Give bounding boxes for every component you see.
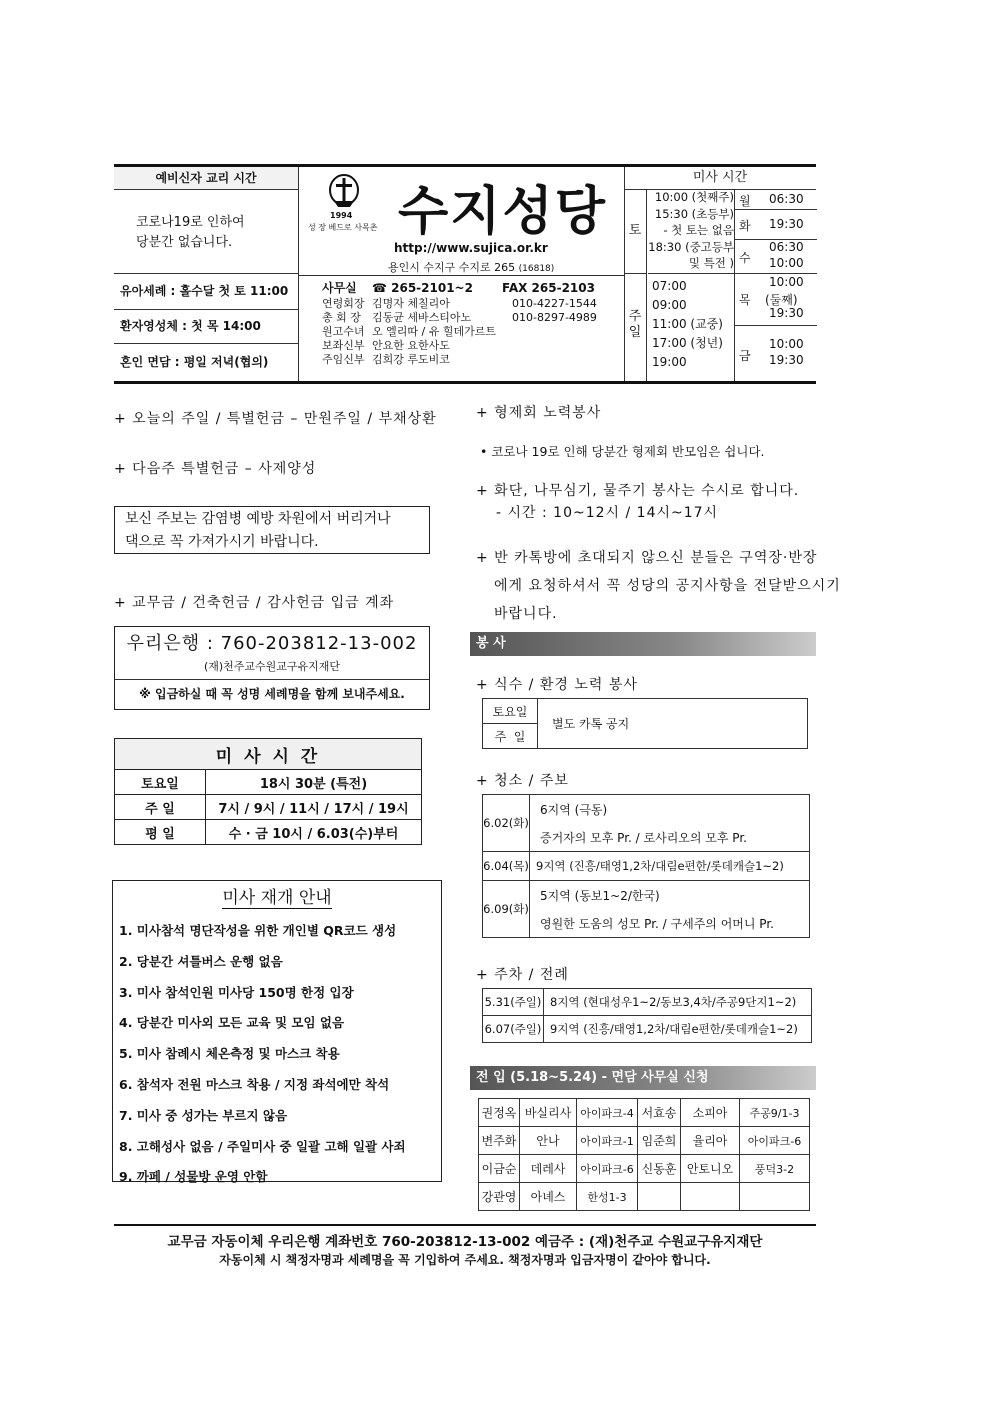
resume-item: 9. 까페 / 성물방 운영 안함: [119, 1169, 268, 1185]
weekday-time: 06:30: [769, 240, 804, 254]
contact-role: 사무실: [322, 281, 357, 295]
header-mass-times: [624, 167, 816, 381]
contact-name: 오 엘리따 / 유 힐데가르트: [372, 325, 496, 338]
footer-line-1: 교무금 자동이체 우리은행 계좌번호 760-203812-13-002 예금주 : (재)천주교 수원교구유지재단: [167, 1234, 763, 1250]
contact-row: [322, 339, 597, 353]
contact-row: [322, 297, 597, 311]
mass-resume-box: [112, 880, 442, 1185]
weekday-day: 월: [739, 194, 751, 208]
clean-title: + 청소 / 주보: [476, 773, 569, 789]
contact-phone: 010-8297-4989: [512, 311, 597, 324]
sat-time: 18:30 (중고등부: [648, 239, 734, 254]
infant-baptism: 유아세례 : 홀수달 첫 토 11:00: [114, 273, 298, 310]
clean-date: 6.04(목): [483, 852, 530, 881]
clean-date: 6.09(화): [483, 881, 530, 938]
transfer-cell: 풍덕3-2: [740, 1155, 810, 1183]
bank-box: [114, 626, 430, 710]
next-offering: + 다음주 특별헌금 – 사제양성: [114, 461, 317, 477]
weekday-day: 수: [739, 251, 751, 265]
sun-time: 09:00: [652, 298, 687, 312]
weekday-time: 06:30: [769, 192, 804, 206]
catechumen-note-line: 코로나19로 인하여: [136, 215, 245, 230]
sat-time: - 첫 토는 없음: [663, 223, 734, 237]
bank-owner: (재)천주교수원교구유지재단: [203, 660, 341, 673]
contact-row: [322, 311, 597, 325]
resume-item: 5. 미사 참례시 체온측정 및 마스크 착용: [119, 1046, 340, 1062]
kakao-note-line: 에게 요청하셔서 꼭 성당의 공지사항을 전달받으시기: [494, 578, 841, 594]
logo-year: 1994: [330, 211, 353, 220]
brothers-title: + 형제회 노력봉사: [476, 405, 602, 421]
clean-line: 5지역 (동보1~2/한국): [530, 881, 810, 910]
meal-table: [482, 698, 808, 749]
contact-row: [322, 325, 597, 339]
mass-table-time: 18시 30분 (특전): [206, 770, 422, 795]
sick-communion: 환자영성체 : 첫 목 14:00: [114, 309, 298, 344]
header-left-panel: [114, 167, 299, 381]
brothers-note: • 코로나 19로 인해 당분간 형제회 반모임은 쉽니다.: [480, 444, 765, 459]
mass-table-day: 주 일: [115, 795, 206, 820]
mass-table-day: 토요일: [115, 770, 206, 795]
contact-role: 연령회장: [322, 297, 365, 310]
sun-time: 07:00: [652, 279, 687, 293]
kakao-note-line: + 반 카톡방에 초대되지 않으신 분들은 구역장·반장: [476, 550, 818, 566]
weekday-row: [735, 189, 817, 210]
zip-code: (16818): [518, 264, 555, 274]
sun-time: 19:00: [652, 355, 687, 369]
weekday-row: [735, 273, 817, 326]
clean-line: 6지역 (극동): [530, 795, 810, 824]
transfer-table: [478, 1098, 810, 1211]
contact-row: [322, 281, 597, 295]
today-offering: + 오늘의 주일 / 특별헌금 – 만원주일 / 부채상환: [114, 411, 437, 427]
catechumen-title: 예비신자 교리 시간: [114, 167, 298, 190]
sat-times: [648, 189, 734, 274]
transfer-cell: 데레사: [520, 1155, 577, 1183]
contact-name: 김희강 루도비코: [372, 353, 450, 366]
parish-url[interactable]: http://www.sujica.or.kr: [394, 241, 548, 255]
address-text: 용인시 수지구 수지로 265: [388, 261, 516, 274]
weekday-times: [734, 189, 817, 381]
catechumen-note: [114, 189, 298, 274]
contact-role: 원고수녀: [322, 325, 365, 338]
footer-divider: [114, 1224, 816, 1226]
resume-item: 7. 미사 중 성가는 부르지 않음: [119, 1107, 288, 1123]
parking-date: 6.07(주일): [483, 1016, 544, 1043]
transfer-cell: 소피아: [681, 1099, 740, 1127]
transfer-cell: 안토니오: [681, 1155, 740, 1183]
weekday-time: (둘째): [765, 293, 798, 307]
sat-time: 및 특전 ): [688, 256, 734, 270]
footer-line-2: 자동이체 시 책정자명과 세례명을 꼭 기입하여 주세요. 책정자명과 입금자명이 같아야 합니다.: [219, 1253, 711, 1267]
weekday-time: 19:30: [769, 217, 804, 231]
weekday-time: 10:00: [769, 256, 804, 270]
mass-table-time: 7시 / 9시 / 11시 / 17시 / 19시: [206, 795, 422, 820]
transfer-cell: 신동훈: [638, 1155, 681, 1183]
header-middle-panel: [298, 167, 625, 381]
parking-date: 5.31(주일): [483, 989, 544, 1016]
catechumen-note-line: 당분간 없습니다.: [136, 235, 233, 250]
meal-row-label: 토요일: [483, 699, 538, 724]
marriage-interview: 혼인 면담 : 평일 저녁(협의): [120, 355, 269, 369]
weekday-time: 10:00: [769, 337, 804, 351]
transfer-cell: 아녜스: [520, 1183, 577, 1211]
contact-role: 주임신부: [322, 353, 365, 366]
transfer-cell: 안나: [520, 1127, 577, 1155]
sat-time: 15:30 (초등부): [654, 206, 734, 221]
parish-logo: [326, 173, 362, 213]
sun-label: [624, 273, 647, 381]
sun-times: [652, 277, 736, 372]
transfer-cell: 율리아: [681, 1127, 740, 1155]
logo-caption: 성 장 베드로 사목촌: [308, 223, 378, 232]
bulletin-note-box: [114, 506, 430, 554]
transfer-cell: 강관영: [479, 1183, 520, 1211]
contact-row: [322, 353, 597, 367]
bulletin-note-line: 보신 주보는 감염병 예방 차원에서 버리거나: [125, 511, 391, 527]
resume-items: [113, 916, 441, 1193]
transfer-cell: 아이파크-6: [740, 1127, 810, 1155]
clean-line: 영원한 도움의 성모 Pr. / 구세주의 어머니 Pr.: [530, 909, 810, 938]
mass-time-title: 미사 시간: [624, 167, 816, 190]
contact-name: 김명자 체칠리아: [372, 297, 450, 310]
contact-role: 총 회 장: [322, 311, 361, 324]
weekday-day: 목: [739, 293, 751, 307]
sat-label: 토: [624, 189, 647, 274]
contact-name: ☎ 265-2101~2: [372, 281, 473, 295]
transfer-cell: 변주화: [479, 1127, 520, 1155]
resume-item: 8. 고해성사 없음 / 주일미사 중 일괄 고해 일괄 사죄: [119, 1138, 406, 1154]
mass-time-table: [114, 738, 422, 845]
transfer-cell: [638, 1183, 681, 1211]
weekday-day: 화: [739, 219, 751, 233]
bank-account: 우리은행 : 760-203812-13-002: [126, 633, 418, 654]
resume-item: 1. 미사참석 명단작성을 위한 개인별 QR코드 생성: [119, 923, 397, 938]
transfer-cell: [740, 1183, 810, 1211]
parking-title: + 주차 / 전례: [476, 967, 569, 983]
resume-item: 2. 당분간 셔틀버스 운행 없음: [119, 953, 283, 969]
transfer-cell: [681, 1183, 740, 1211]
transfer-cell: 한성1-3: [577, 1183, 638, 1211]
weekday-time: 19:30: [769, 306, 804, 320]
church-logo-icon: [326, 173, 362, 213]
transfer-cell: 주공9/1-3: [740, 1099, 810, 1127]
meal-value: 별도 카톡 공지: [538, 699, 808, 749]
resume-item: 3. 미사 참석인원 미사당 150명 한정 입장: [119, 984, 354, 1000]
transfer-cell: 아이파크-4: [577, 1099, 638, 1127]
meal-row-label: 주 일: [483, 724, 538, 749]
clean-date: 6.02(화): [483, 795, 530, 852]
transfer-cell: 권정옥: [479, 1099, 520, 1127]
meal-title: + 식수 / 환경 노력 봉사: [476, 677, 638, 693]
transfer-cell: 서효송: [638, 1099, 681, 1127]
transfer-cell: 임준희: [638, 1127, 681, 1155]
contact-phone: FAX 265-2103: [502, 281, 595, 295]
mass-table-time: 수 · 금 10시 / 6.03(수)부터: [206, 820, 422, 845]
weekday-row: [735, 209, 817, 240]
contact-name: 안요한 요한사도: [372, 339, 450, 352]
weekday-time: 19:30: [769, 353, 804, 367]
contact-name: 김동균 세바스티아노: [372, 311, 472, 324]
kakao-note: [476, 544, 841, 628]
contacts-list: [322, 281, 597, 367]
header-divider: [298, 275, 624, 276]
mass-table-day: 평 일: [115, 820, 206, 845]
clean-line: 9지역 (진흥/태영1,2차/대림e편한/롯데캐슬1~2): [530, 852, 810, 881]
flower-time: - 시간 : 10~12시 / 14시~17시: [496, 505, 719, 521]
weekday-row: [735, 239, 817, 274]
bulletin-header: [114, 164, 816, 384]
clean-line: 증거자의 모후 Pr. / 로사리오의 모후 Pr.: [530, 823, 810, 852]
parish-name: 수지성당: [398, 182, 607, 242]
kakao-note-line: 바랍니다.: [494, 606, 558, 622]
weekday-row: [735, 325, 817, 381]
sun-time: 17:00 (청년): [652, 336, 723, 350]
transfer-cell: 아이파크-1: [577, 1127, 638, 1155]
parking-table: [482, 988, 812, 1043]
contact-role: 보좌신부: [322, 339, 365, 352]
resume-title-text: 미사 재개 안내: [222, 888, 332, 908]
bank-note: ※ 입금하실 때 꼭 성명 세례명을 함께 보내주세요.: [139, 687, 405, 701]
transfer-bar: 전 입 (5.18~5.24) - 면담 사무실 신청: [470, 1066, 816, 1090]
deposit-title: + 교무금 / 건축헌금 / 감사헌금 입금 계좌: [114, 595, 395, 611]
bulletin-note-line: 댁으로 꼭 가져가시기 바랍니다.: [125, 534, 319, 550]
weekday-day: 금: [739, 349, 751, 363]
transfer-cell: 바실리사: [520, 1099, 577, 1127]
service-bar: 봉 사: [470, 632, 816, 656]
mass-table-title: 미 사 시 간: [115, 739, 422, 770]
transfer-cell: 아이파크-6: [577, 1155, 638, 1183]
parish-address: [388, 259, 554, 275]
parking-text: 8지역 (현대성우1~2/동보3,4차/주공9단지1~2): [544, 989, 812, 1016]
transfer-cell: 이금순: [479, 1155, 520, 1183]
sun-label-text: 주일: [628, 309, 642, 340]
clean-table: [482, 794, 810, 938]
resume-item: 6. 참석자 전원 마스크 착용 / 지정 좌석에만 착석: [119, 1076, 390, 1092]
flower-title: + 화단, 나무심기, 물주기 봉사는 수시로 합니다.: [476, 483, 800, 499]
contact-phone: 010-4227-1544: [512, 297, 597, 310]
weekday-time: 10:00: [769, 275, 804, 289]
sun-time: 11:00 (교중): [652, 317, 723, 331]
resume-item: 4. 당분간 미사외 모든 교육 및 모임 없음: [119, 1015, 345, 1031]
parking-text: 9지역 (진흥/태영1,2차/대림e편한/롯데캐슬1~2): [544, 1016, 812, 1043]
sat-time: 10:00 (첫째주): [654, 190, 734, 204]
resume-title: [113, 883, 441, 908]
